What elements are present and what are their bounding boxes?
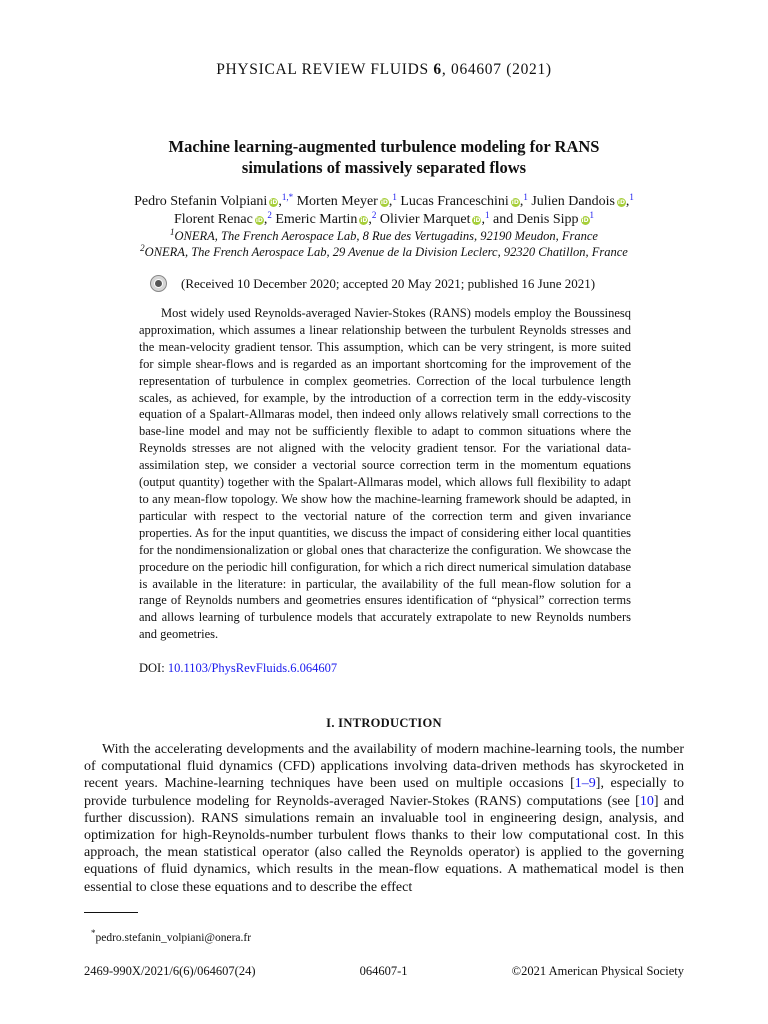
affiliation-marker[interactable]: 1 bbox=[589, 210, 595, 220]
citation-link[interactable]: 10 bbox=[639, 793, 654, 809]
author-name: Julien Dandois bbox=[531, 194, 615, 209]
abstract: Most widely used Reynolds-averaged Navier-Stokes (RANS) models employ the Boussinesq approximation, which assumes a linear relationship between the turbulent Reynolds stresses and the mean-velocity gradient tensor. This assumption, which can be very stringent, is more suited for simple shear-flows and is regarded as an important shortcoming for the improvement of the representation of turbulence in complex geometries. Correction of the local turbulence length scales, as achieved, for example, by the introduction of a correction term in the eddy-viscosity equation of a Spalart-Allmaras model, then indeed only allows relatively small corrections to the base-line model and may not be sufficiently flexible to adapt to common situations where the Reynolds stresses are not aligned with the velocity gradient tensor. For the variational data-assimilation step, we consider a vectorial source correction term in the momentum equations (output quantity) together with the Spalart-Allmaras model, which allows full flexibility to adapt to any mean-flow topology. We show how the machine-learning framework should be adapted, in particular with respect to the vectorial nature of the correction term and given invariance properties. As for the input quantities, we discuss the impact of considering either local quantities for the nondimensionalization or global ones that characterize the configuration. We showcase the procedure on the periodic hill configuration, for which a rich direct numerical simulation database is available in the literature: in particular, the availability of the full mean-flow solution for a range of Reynolds numbers and geometries ensures identification of “physical” correction terms and allows learning of turbulence models that accurately extrapolate to new Reynolds numbers and geometries. bbox=[139, 306, 631, 642]
author-line-1: Pedro Stefanin Volpiani iD,$^{1,*}$ Morten Meyer iD,$^1$ Lucas Franceschini iD,$^1$ Julien Dandois iD,$^1$ bbox=[134, 192, 634, 209]
page-footer bbox=[84, 964, 684, 979]
journal-name: PHYSICAL REVIEW FLUIDS bbox=[216, 61, 429, 78]
author-list bbox=[60, 193, 708, 229]
orcid-icon[interactable]: iD bbox=[511, 199, 519, 206]
check-for-updates-icon[interactable] bbox=[150, 275, 167, 292]
affiliation-1 bbox=[0, 228, 768, 245]
received-text: (Received 10 December 2020; accepted 20 May 2021; published 16 June 2021) bbox=[181, 275, 596, 291]
citation-link[interactable]: 1–9 bbox=[574, 776, 596, 792]
author-and: and bbox=[492, 212, 514, 227]
section-heading: I. INTRODUCTION bbox=[326, 716, 442, 730]
affiliation-marker[interactable]: 2 bbox=[267, 210, 272, 220]
orcid-icon[interactable]: iD bbox=[270, 199, 278, 206]
footer-issn: 2469-990X/2021/6(6)/064607(24) bbox=[84, 964, 256, 978]
author-name: Olivier Marquet bbox=[379, 212, 471, 227]
affiliation-marker[interactable]: 1,* bbox=[281, 192, 294, 202]
author-name: Lucas Franceschini bbox=[400, 194, 509, 209]
affiliation-marker[interactable]: 1 bbox=[392, 192, 397, 202]
footnote-email[interactable]: pedro.stefanin_volpiani@onera.fr bbox=[95, 932, 252, 944]
author-name: Denis Sipp bbox=[516, 212, 579, 227]
author-name: Morten Meyer bbox=[296, 194, 378, 209]
paper-title bbox=[100, 136, 668, 178]
affiliation-marker[interactable]: 1 bbox=[629, 192, 634, 202]
affiliation-number: 1 bbox=[170, 227, 175, 237]
footnote-rule bbox=[84, 912, 138, 913]
journal-header bbox=[0, 61, 768, 79]
title-line-1: Machine learning-augmented turbulence modeling for RANS bbox=[168, 137, 600, 156]
affiliation-marker[interactable]: 1 bbox=[523, 192, 528, 202]
intro-paragraph: With the accelerating developments and the availability of modern machine-learning tools, the number of computational fluid dynamics (CFD) applications involving data-driven methods has skyrocketed in recent years. Machine-learning techniques have been used on multiple occasions [1–9], especially to provide turbulence modeling for Reynolds-averaged Navier-Stokes (RANS) computations (see [10] and further discussion). RANS simulations remain an invaluable tool in engineering design, analysis, and optimization for high-Reynolds-number turbulent flows thanks to their low computational cost. In this approach, the mean statistical operator (also called the Reynolds operator) is applied to the governing equations of fluid dynamics, which results in the mean-flow equations. A mathematical model is then essential to close these equations and to describe the effect bbox=[84, 742, 684, 895]
orcid-icon[interactable]: iD bbox=[380, 199, 388, 206]
doi-line bbox=[139, 661, 337, 676]
orcid-icon[interactable]: iD bbox=[581, 217, 589, 224]
affiliation-text: ONERA, The French Aerospace Lab, 29 Avenue de la Division Leclerc, 92320 Chatillon, France bbox=[144, 245, 628, 259]
author-name: Emeric Martin bbox=[275, 212, 358, 227]
affiliation-marker[interactable]: 1 bbox=[484, 210, 490, 220]
orcid-icon[interactable]: iD bbox=[360, 217, 368, 224]
orcid-icon[interactable]: iD bbox=[255, 217, 263, 224]
affiliation-marker[interactable]: 2 bbox=[371, 210, 377, 220]
footnote-mark: * bbox=[91, 928, 96, 938]
author-name: Florent Renac bbox=[173, 212, 253, 227]
author-line-2: Florent Renac iD,$^2$ Emeric Martin iD,$^2$ Olivier Marquet iD,$^1$ and Denis Sipp $iD^1$ bbox=[173, 210, 595, 227]
doi-label: DOI: bbox=[139, 661, 165, 675]
author-name: Pedro Stefanin Volpiani bbox=[134, 194, 268, 209]
orcid-icon[interactable]: iD bbox=[617, 199, 625, 206]
affiliation-2 bbox=[0, 244, 768, 261]
affiliation-text: ONERA, The French Aerospace Lab, 8 Rue des Vertugadins, 92190 Meudon, France bbox=[174, 229, 598, 243]
orcid-icon[interactable]: iD bbox=[473, 217, 481, 224]
journal-article-info: , 064607 (2021) bbox=[441, 61, 552, 78]
affiliation-number: 2 bbox=[140, 243, 145, 253]
received-dates bbox=[150, 275, 595, 292]
footer-copyright: ©2021 American Physical Society bbox=[511, 964, 684, 978]
footer-page-number: 064607-1 bbox=[359, 964, 408, 978]
journal-volume: 6 bbox=[433, 61, 442, 78]
footnote bbox=[91, 928, 252, 944]
doi-link[interactable]: 10.1103/PhysRevFluids.6.064607 bbox=[167, 661, 338, 675]
title-line-2: simulations of massively separated flows bbox=[241, 158, 527, 177]
